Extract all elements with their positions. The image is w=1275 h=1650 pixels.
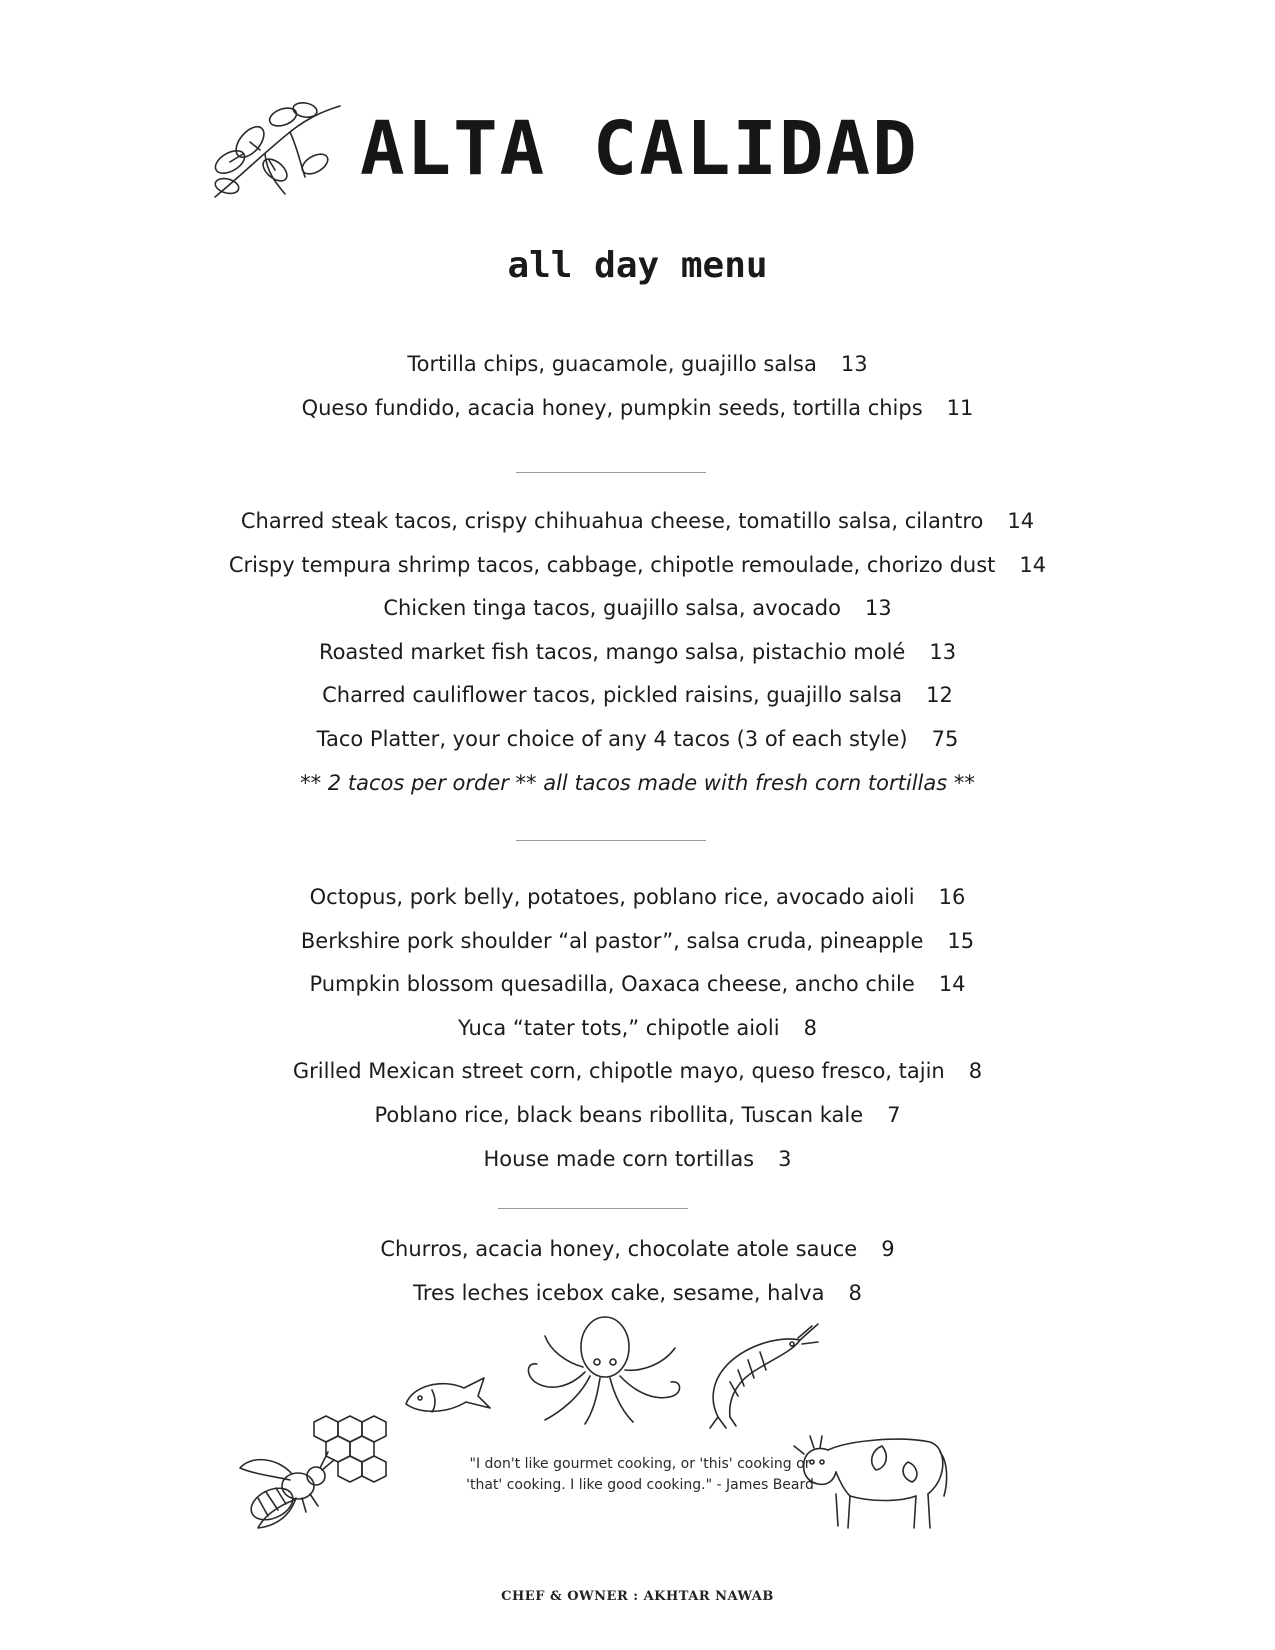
menu-item: Charred cauliflower tacos, pickled raisins, guajillo salsa 12: [322, 683, 953, 707]
bee-icon: [236, 1446, 336, 1532]
menu-item: Pumpkin blossom quesadilla, Oaxaca cheese, ancho chile 14: [309, 972, 966, 996]
menu-item: Queso fundido, acacia honey, pumpkin seeds, tortilla chips 11: [301, 396, 974, 420]
octopus-icon: [515, 1312, 690, 1427]
menu-item: Tortilla chips, guacamole, guajillo salsa 13: [407, 352, 868, 376]
menu-item: Octopus, pork belly, potatoes, poblano rice, avocado aioli 16: [309, 885, 966, 909]
chef-credit: CHEF & OWNER : AKHTAR NAWAB: [501, 1589, 774, 1604]
menu-item: Poblano rice, black beans ribollita, Tuscan kale 7: [374, 1103, 901, 1127]
section-divider: [516, 840, 706, 841]
fish-icon: [402, 1368, 494, 1420]
menu-item: Churros, acacia honey, chocolate atole sauce 9: [380, 1237, 895, 1261]
menu-item: Crispy tempura shrimp tacos, cabbage, chipotle remoulade, chorizo dust 14: [228, 553, 1047, 577]
section-divider: [516, 472, 706, 473]
menu-item: Chicken tinga tacos, guajillo salsa, avocado 13: [383, 596, 892, 620]
shrimp-icon: [700, 1322, 820, 1432]
quote-line: 'that' cooking. I like good cooking." - James Beard: [466, 1477, 814, 1493]
leaf-branch-icon: [205, 102, 345, 202]
section-divider: [498, 1208, 688, 1209]
tacos-note: ** 2 tacos per order ** all tacos made with fresh corn tortillas **: [300, 771, 975, 795]
menu-item: Grilled Mexican street corn, chipotle mayo, queso fresco, tajin 8: [292, 1059, 983, 1083]
menu-item: Tres leches icebox cake, sesame, halva 8: [413, 1281, 862, 1305]
menu-item: Taco Platter, your choice of any 4 tacos (3 of each style) 75: [316, 727, 959, 751]
restaurant-name: ALTA CALIDAD: [360, 106, 919, 192]
menu-item: Charred steak tacos, crispy chihuahua cheese, tomatillo salsa, cilantro 14: [240, 509, 1035, 533]
menu-title: all day menu: [507, 245, 768, 286]
quote-line: "I don't like gourmet cooking, or 'this' cooking or: [469, 1456, 811, 1472]
menu-item: Berkshire pork shoulder “al pastor”, salsa cruda, pineapple 15: [300, 929, 975, 953]
menu-item: Roasted market fish tacos, mango salsa, pistachio molé 13: [318, 640, 957, 664]
menu-item: Yuca “tater tots,” chipotle aioli 8: [458, 1016, 817, 1040]
menu-item: House made corn tortillas 3: [483, 1147, 792, 1171]
